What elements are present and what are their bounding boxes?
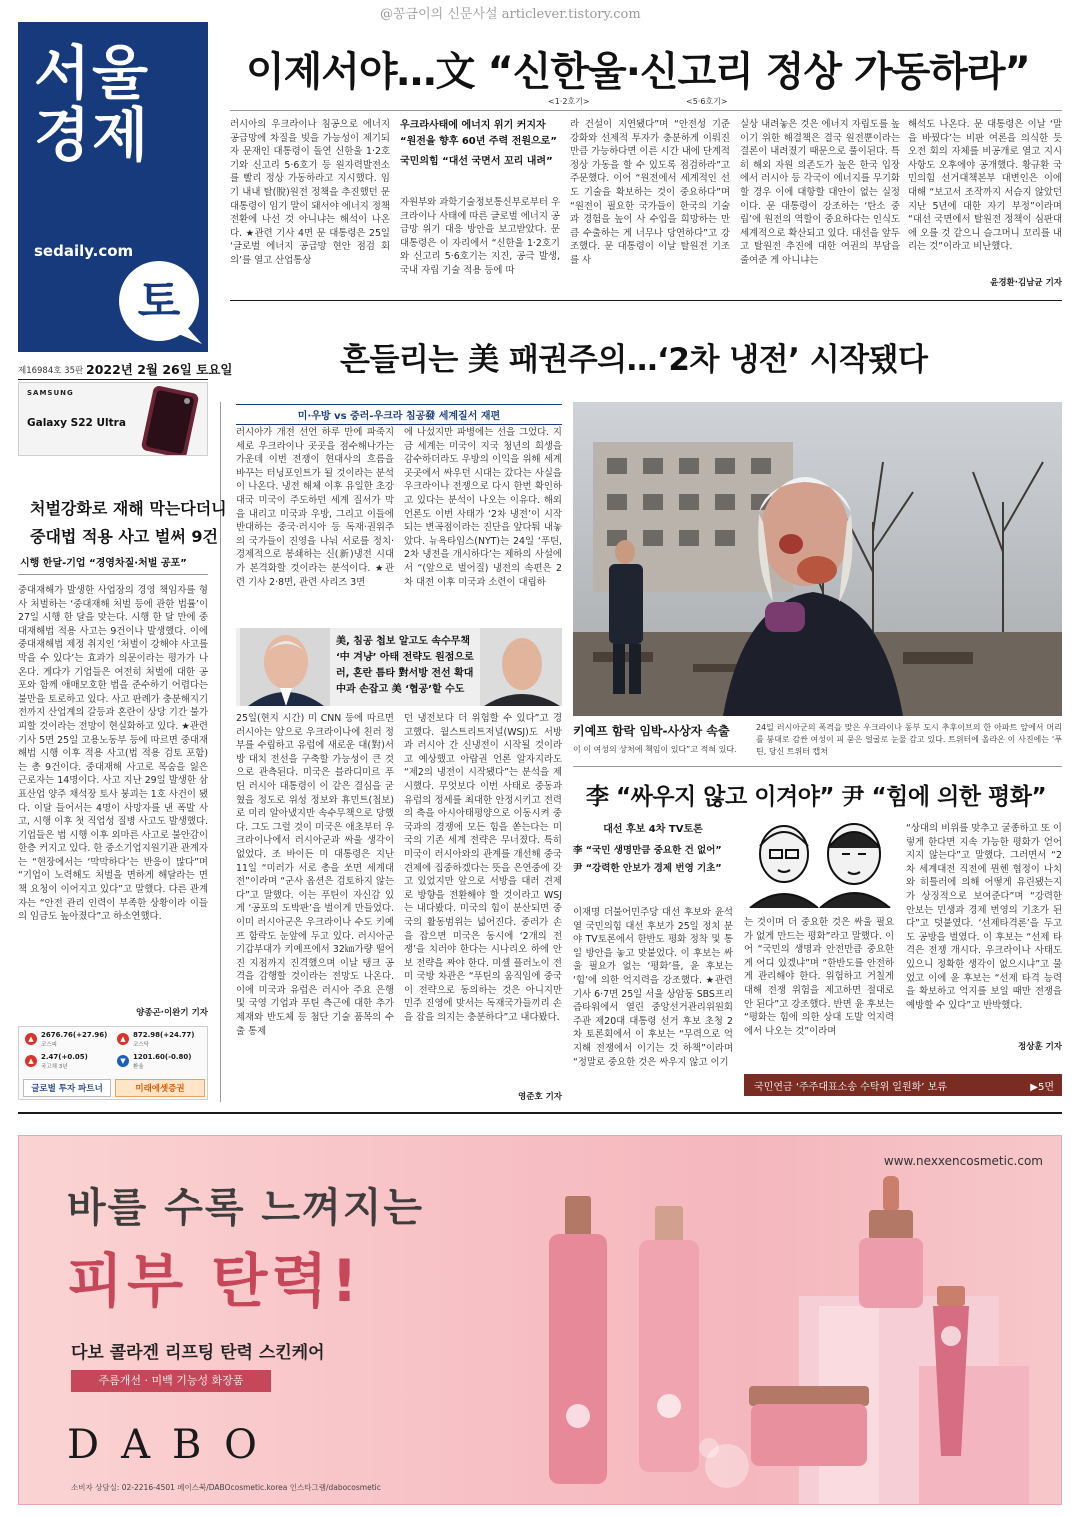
third-col-3: “상대의 비위를 맞추고 굴종하고 또 이렇게 한다면 지속 가능한 평화가 얻어지지 않는다”고 말했다. 그러면서 “2차 세계대전 직전에 뮌헨 협정이 나치와 히틀러에 의해 어떻게 유린됐는지가 상징적으로 보여준다”며 “강력한 안보는 민생과 경제 번영의 기초가 된다”고 덧붙였다. ‘선제타격론’을 두고도 공방을 벌였다. 이 후보는 “선제 타격은 전쟁 개시다. 우크라이나 사태도 있으니 정확한 생각이 없으시냐”고 물었고 이에 윤 후보는 “선제 타격 능력을 확보하고 억지를 보일 때만 전쟁을 예방할 수 있다”고 반박했다. — [906, 823, 1062, 1011]
market-label: 코스닥 — [133, 1042, 149, 1048]
market-value: 2676.76(+27.96) — [41, 1031, 108, 1039]
bottom-ad[interactable] — [18, 1135, 1062, 1505]
lead-col-2: 자원부와 과학기술정보통신부로부터 우크라이나 사태에 따른 글로벌 에너지 공급망 위기 대응 방안을 보고받았다. 문 대통령은 이 자리에서 “신한울 1·2호기와 신고리 5·6호기는 지진, 공극 발생, 국내 자립 기술 적용 등에 따 — [400, 197, 560, 276]
lead-bottom-rule — [230, 300, 1062, 301]
putin-face-icon — [480, 628, 562, 706]
second-col-4: 던 냉전보다 더 위험할 수 있다”고 경고했다. 월스트리트저널(WSJ)도 서방과 러시아 간 신냉전이 시작될 것이라고 예상했고 아랍권 언론 알자지라도 “제2의 냉전이 시작됐다”는 분석을 제시했다. 무엇보다 이번 사태로 중동과 유럽의 정세를 최대한 안정시키고 전력의 축을 아시아태평양으로 이동시켜 중국과의 경쟁에 모든 힘을 쏟는다는 미국의 기존 세계 전략은 무너졌다. 특히 미국이 러시아와의 관계를 개선해 중국 견제에 집중하겠다는 뜻을 은연중에 갖고 있었지만 앞으로 서방을 대러 견제로 방향을 전환해야 할 것이라고 WSJ는 내다봤다. 미국의 힘이 분산되면 중국의 활동범위는 넓어진다. 중러가 손을 잡으면 미국은 동시에 ‘2개의 전쟁’을 치러야 한다는 시나리오 하에 안보 전략을 짜야 한다. 미셸 플러노이 전 미 국방 차관은 “푸틴의 움직임에 중국이 전략으로 동의하는 것은 아니지만 민주 진영에 맞서는 독재국가들끼리 손을 잡을 의지는 충분하다”고 내다봤다. — [404, 713, 562, 1024]
market-value: 2.47(+0.05) — [41, 1053, 88, 1061]
left-sub-rule — [18, 574, 208, 575]
lead-ref-2: <5·6호기> — [686, 97, 728, 106]
second-col-2: 에 나섰지만 파병에는 선을 그었다. 지금 세계는 미국이 지국 청년의 희생을 감수하더라도 우방의 이익을 위해 세계 곳곳에서 싸우던 시대는 갔다는 사실을 우크라이나 전쟁으로 다시 한번 확인하고 있다는 분석이 나오는 이유다. 해외 언론도 이번 사태가 ‘2차 냉전’이 시작되는 변곡점이라는 진단을 앞다퉈 내놓았다. 뉴욕타임스(NYT)는 24일 ‘푸틴, 2차 냉전을 개시하다’는 제하의 사설에서 “(앞으로 벌어질) 냉전의 속편은 2차 대전 이후 미국과 소련이 대립하 — [404, 427, 562, 588]
up-arrow-icon: ▲ — [117, 1033, 129, 1045]
third-sub-3: 尹 “강력한 안보가 경제 번영 기초” — [573, 863, 722, 874]
day-badge-icon — [116, 258, 202, 344]
third-sub-2: 李 “국민 생명만큼 중요한 건 없어” — [573, 845, 722, 856]
third-promo-page: ▶5면 — [1030, 1082, 1054, 1093]
ad-line-1: 바를 수록 느껴지는 — [67, 1185, 424, 1231]
market-label: 환율 — [133, 1064, 144, 1070]
lead-col-1: 러시아의 우크라이나 침공으로 에너지 공급망에 차질을 빚을 가능성이 제기되자 문재인 대통령이 돌연 신한울 1·2호기와 신고리 5·6호기 등 원자력발전소를 빨리 정상 가동하라고 지시했다. 임기 내내 탈(脫)원전 정책을 추진했던 문 대통령이 임기 말이 돼서야 에너지 정책 전환에 나선 것 아니냐는 해석이 나온다. ★관련 기사 4면 문 대통령은 25일 ‘글로벌 에너지 공급망 현안 점검 회의’를 열고 산업통상 — [230, 119, 390, 266]
cosmetic-bottles-icon — [499, 1176, 1059, 1505]
masthead-rule — [18, 379, 208, 380]
lead-sub-1: 우크라사태에 에너지 위기 커지자 — [400, 120, 546, 131]
photo-desc: 이 이 여성의 상처에 책임이 있다”고 적혀 있다. — [573, 745, 737, 754]
leaders-photo-box — [236, 628, 562, 706]
candidates-illustration — [744, 818, 894, 908]
market-box — [18, 1026, 208, 1100]
up-arrow-icon: ▲ — [25, 1033, 37, 1045]
page-bottom-rule — [18, 1112, 1062, 1114]
up-arrow-icon: ▲ — [25, 1055, 37, 1067]
market-label: 코스피 — [41, 1042, 57, 1048]
ad-badge: 주름개선 · 미백 기능성 화장품 — [71, 1370, 271, 1392]
watermark: @꽁금이의 신문사설 articlever.tistory.com — [380, 7, 641, 22]
ad-line-2: 피부 탄력! — [67, 1247, 362, 1315]
day-glyph: 토 — [137, 276, 181, 327]
market-item-fx — [117, 1053, 205, 1069]
market-partner-label: 글로벌 투자 파트너 — [23, 1079, 111, 1097]
lead-byline: 윤경환·김남균 기자 — [990, 278, 1062, 288]
third-col-2: 는 것이며 더 중요한 것은 싸울 필요가 없게 만드는 평화”라고 말했다. 이어 “국민의 생명과 안전만큼 중요한 게 어디 있겠냐”며 “한반도를 안전하게 관리해야 한다. 위험하고 거칠게 대해 전쟁 위험을 제고하면 절대로 안 된다”고 강조했다. 반면 윤 후보는 “평화는 힘에 의한 상대 도발 억지력에서 나오는 것”이라며 — [744, 917, 894, 1037]
lead-col-5: 해석도 나온다. 문 대통령은 이날 ‘말을 바꿨다’는 비판 여론을 의식한 듯 오전 회의 자체를 비공개로 열고 지시 사항도 오후에야 공개했다. 황규환 국민의힘 선거대책본부 대변인은 이에 대해 “보고서 조작까지 서슴지 않았던 지난 5년에 대한 자기 부정”이라며 “대선 국면에서 탈원전 정책이 심판대에 오를 것 같으니 슬그머니 꼬리를 내리는 것”이라고 비난했다. — [908, 119, 1062, 253]
masthead — [18, 22, 208, 352]
lead-headline: 이제서야…文 “신한울·신고리 정상 가동하라” — [246, 49, 1030, 95]
biden-photo-icon — [240, 628, 330, 706]
third-col-1: 이재명 더불어민주당 대선 후보와 윤석열 국민의힘 대선 후보가 25일 정치 분야 TV토론에서 한반도 평화 정착 및 통일 방안을 놓고 맞붙었다. 이 후보는 싸울 필요가 없는 ‘평화’를, 윤 후보는 ‘힘’에 의한 억지력을 강조했다. ★관련 기사 6·7면 25일 서울 상암동 SBS프리즘타워에서 열린 중앙선거관리위원회 주관 제20대 대통령 선거 후보 초청 2차 토론회에서 이 후보는 “무력으로 억지해 전쟁에서 이기는 것 하책”이라며 “정말로 중요한 것은 싸우지 않고 이기 — [573, 907, 733, 1068]
masthead-title-line1: 서울 — [34, 39, 151, 107]
issue-date: 2022년 2월 26일 토요일 — [86, 362, 233, 377]
issue-info: 제16984호 35판 — [18, 366, 84, 376]
market-value: 1201.60(-0.80) — [133, 1053, 192, 1061]
side-ad-product: Galaxy S22 Ultra — [27, 417, 126, 429]
down-arrow-icon: ▼ — [117, 1055, 129, 1067]
ad-brand: DABO — [67, 1422, 279, 1468]
second-kicker: 미·우방 vs 중러-우크라 침공發 세계질서 재편 — [236, 404, 562, 425]
masthead-title-line2: 경제 — [34, 101, 151, 169]
ad-url[interactable]: www.nexxencosmetic.com — [883, 1154, 1043, 1168]
third-promo-text: 국민연금 ‘주주대표소송 수탁위 일원화’ 보류 — [754, 1082, 947, 1093]
market-item-kospi — [25, 1031, 113, 1047]
left-body: 중대재해가 발생한 사업장의 경영 책임자를 형사 처벌하는 ‘중대재해 처벌 등에 관한 법률’이 27일 시행 한 달을 맞는다. 시행 한 달 만에 중대재해법 적용 사고는 9건이나 발생했다. 이에 중대재해법 제정 취지인 ‘처벌이 강해야 사고를 막을 수 있다’는 효과가 의문이라는 평가가 나온다. 게다가 기업들은 여전히 처벌에 대한 공포와 함께 애매모호한 법을 준수하기 어렵다는 불만을 토로하고 있다. 사고 판례가 충분해지기 전까지 산업계의 갈등과 혼란이 상당 기간 불가피할 것이라는 전망이 현실화하고 있다. ★관련 기사 5면 25일 고용노동부 등에 따르면 중대재해법 시행 이후 적용 사고(법 적용 검토 포함)는 총 9건이다. 중대재해 사고로 목숨을 잃은 근로자는 14명이다. 사고 지난 29일 발생한 삼표산업 양주 채석장 토사 붕괴는 1호 사건이 됐다. 이달 들어서는 4명이 사망자를 낸 폭발 사고, 시행 이후 첫 직업성 질병 사고도 발생했다. 기업들은 법 시행 이후 외마른 사고로 불안감이 한층 커지고 있다. 한 중소기업지원기관 관계자는 “현장에서는 ‘막막하다’는 반응이 많다”며 “기업이 노력해도 처벌을 면하게 해달라는 면책 요청이 이어지고 있다”고 말했다. 다른 관계자는 “안전 관리 인력이 부족한 상황이라 이들의 임금도 높아졌다”고 하소연했다. — [18, 585, 208, 923]
market-item-kosdaq — [117, 1031, 205, 1047]
market-label: 국고채 3년 — [41, 1064, 68, 1070]
third-promo-bar[interactable] — [744, 1074, 1062, 1096]
left-headline-1: 처벌강화로 재해 막는다더니 — [30, 499, 227, 518]
lead-subheads — [400, 118, 560, 170]
left-headline-2: 중대법 적용 사고 벌써 9건 — [30, 527, 218, 546]
ad-contact: 소비자 상담실: 02-2216-4501 페이스북/DABOcosmetic.korea 인스타그램/dabocosmetic — [71, 1483, 381, 1492]
side-ad[interactable] — [18, 382, 208, 456]
lead-col-3: 라 건설이 지연됐다”며 “안전성 기준 강화와 선제적 투자가 충분하게 이뤄진 만큼 가능하다면 이른 시간 내에 단계적 정상 가동을 할 수 있도록 점검하라”고 주문했다. 이어 “원전에서 세계적인 선도 기술을 확보하는 것이 중요하다”며 “원전이 필요한 국가들이 한국의 기술과 경험을 높이 사 수입을 희망하는 만큼 수출하는 게 너무나 당연하다”고 강조했다. 문 대통령이 이날 탈원전 기조를 사 — [570, 119, 730, 266]
photo-caption: 24일 러시아군의 폭격을 맞은 우크라이나 동부 도시 추후이브의 한 아파트 앞에서 머리를 붕대로 감싼 여성이 피 묻은 얼굴로 눈물 감고 있다. 트위터에 올라온 이 사진에는 ‘푸틴, 당신 트위터 캡처 — [756, 723, 1062, 756]
ad-product: 다보 콜라겐 리프팅 탄력 스킨케어 — [71, 1343, 325, 1363]
masthead-title — [34, 39, 204, 169]
left-byline: 양종곤·이완기 기자 — [136, 1008, 208, 1018]
third-headline: 李 “싸우지 않고 이겨야” 尹 “힘에 의한 평화” — [586, 784, 1047, 810]
side-ad-brand: SAMSUNG — [27, 389, 74, 397]
phone-icon — [139, 385, 208, 456]
candidates-caricature-icon — [744, 818, 894, 908]
second-col-3: 25일(현지 시간) 미 CNN 등에 따르면 러시아는 앞으로 우크라이나에 친러 정부를 수립하고 유럽에 새로운 대(對)서방 대치 전선을 구축할 가능성이 큰 것으로 관측된다. 미국은 블라디미르 푸틴 러시아 대통령이 이 같은 결심을 굳혔을 정도로 위성 정보와 휴민트(첩보)로 미리 알아냈지만 속수무책으로 당했다. 그도 그럴 것이 미국은 애초부터 우크라이나에서 러시아군과 싸울 생각이 없었다. 조 바이든 미 대통령은 지난 11일 “미러가 서로 총을 쏘면 세계대전”이라며 “군사 옵션은 검토하지 않는다”고 말했다. 이는 푸틴이 자신감 있게 ‘공포의 도박판’을 벌이게 만들었다. 이미 러시아군은 우크라이나 수도 키예프 함락도 눈앞에 두고 있다. 러시아군 기갑부대가 키예프에서 32㎞가량 떨어진 지점까지 진격했으며 이날 탱크 공격을 감행할 것이라는 전망도 나온다. 이에 미국과 유럽은 러시아 주요 은행 및 국영 기업과 푸틴 측근에 대한 추가 제재와 반도체 등 첨단 기술 품목의 수출 통제 — [236, 713, 394, 1037]
lead-ref-1: <1·2호기> — [548, 97, 590, 106]
second-byline: 영준호 기자 — [517, 1092, 562, 1102]
market-item-bond — [25, 1053, 113, 1069]
third-sub-1: 대선 후보 4차 TV토론 — [603, 824, 703, 835]
market-partner-name[interactable]: 미래에셋증권 — [115, 1079, 205, 1097]
third-top-rule — [573, 766, 1062, 767]
second-col-1: 러시아가 개전 선언 하루 만에 파죽지세로 우크라이나 곳곳을 점수해나가는 가운데 이번 전쟁이 현대사의 흐름을 바꾸는 터닝포인트가 될 것이라는 분석이 나온다. 냉전 해체 이후 유일한 초강대국 미국이 주도하던 세계 질서가 막을 내리고 미국과 우방, 그리고 이들에 반대하는 중국·러시아 등 독재·권위주의 국가들이 진영을 나눠 서로를 정치·경제적으로 봉쇄하는 신(新)냉전 시대가 본격화할 것이라는 분석이다. ★관련 기사 2·8면, 관련 사리즈 3면 — [236, 427, 394, 588]
photo-title: 키예프 함락 임박-사상자 속출 — [573, 724, 730, 738]
lead-sub-2: “원전을 향후 60년 주력 전원으로” — [400, 136, 557, 147]
leaders-caption: 美, 침공 첩보 알고도 속수무책 ‘中 겨냥’ 아태 전략도 원점으로 러, 혼란 틈타 對서방 전선 확대 中과 손잡고 美 ‘협공’할 수도 — [336, 636, 474, 695]
left-sub: 시행 한달-기업 “경영차질·처벌 공포” — [20, 558, 187, 569]
lead-col-4: 실상 내려놓은 것은 에너지 자립도를 높이기 위한 해결책은 결국 원전뿐이라는 결론이 내려졌기 때문으로 풀이된다. 특히 해외 자원 의존도가 높은 한국 입장에서 러시아 등 각국이 에너지를 무기화할 경우 이에 대항할 대안이 없는 실정이다. 문 대통령이 강조하는 ‘탄소 중립’에 원전의 역할이 중요하다는 인식도 세계적으로 확산되고 있다. 대선을 앞두고 탈원전 추진에 대한 여권의 부담을 줄여준 게 아니냐는 — [740, 119, 900, 266]
third-byline: 정상훈 기자 — [1017, 1042, 1062, 1052]
lead-top-rule — [230, 110, 1062, 111]
market-value: 872.98(+24.77) — [133, 1031, 195, 1039]
lead-sub-3: 국민의힘 “대선 국면서 꼬리 내려” — [400, 156, 553, 167]
war-photo — [573, 402, 1062, 716]
third-subheads — [573, 822, 733, 878]
war-photo-image — [573, 402, 1062, 716]
second-headline: 흔들리는 美 패권주의…‘2차 냉전’ 시작됐다 — [340, 342, 928, 378]
masthead-url: sedaily.com — [34, 242, 134, 260]
